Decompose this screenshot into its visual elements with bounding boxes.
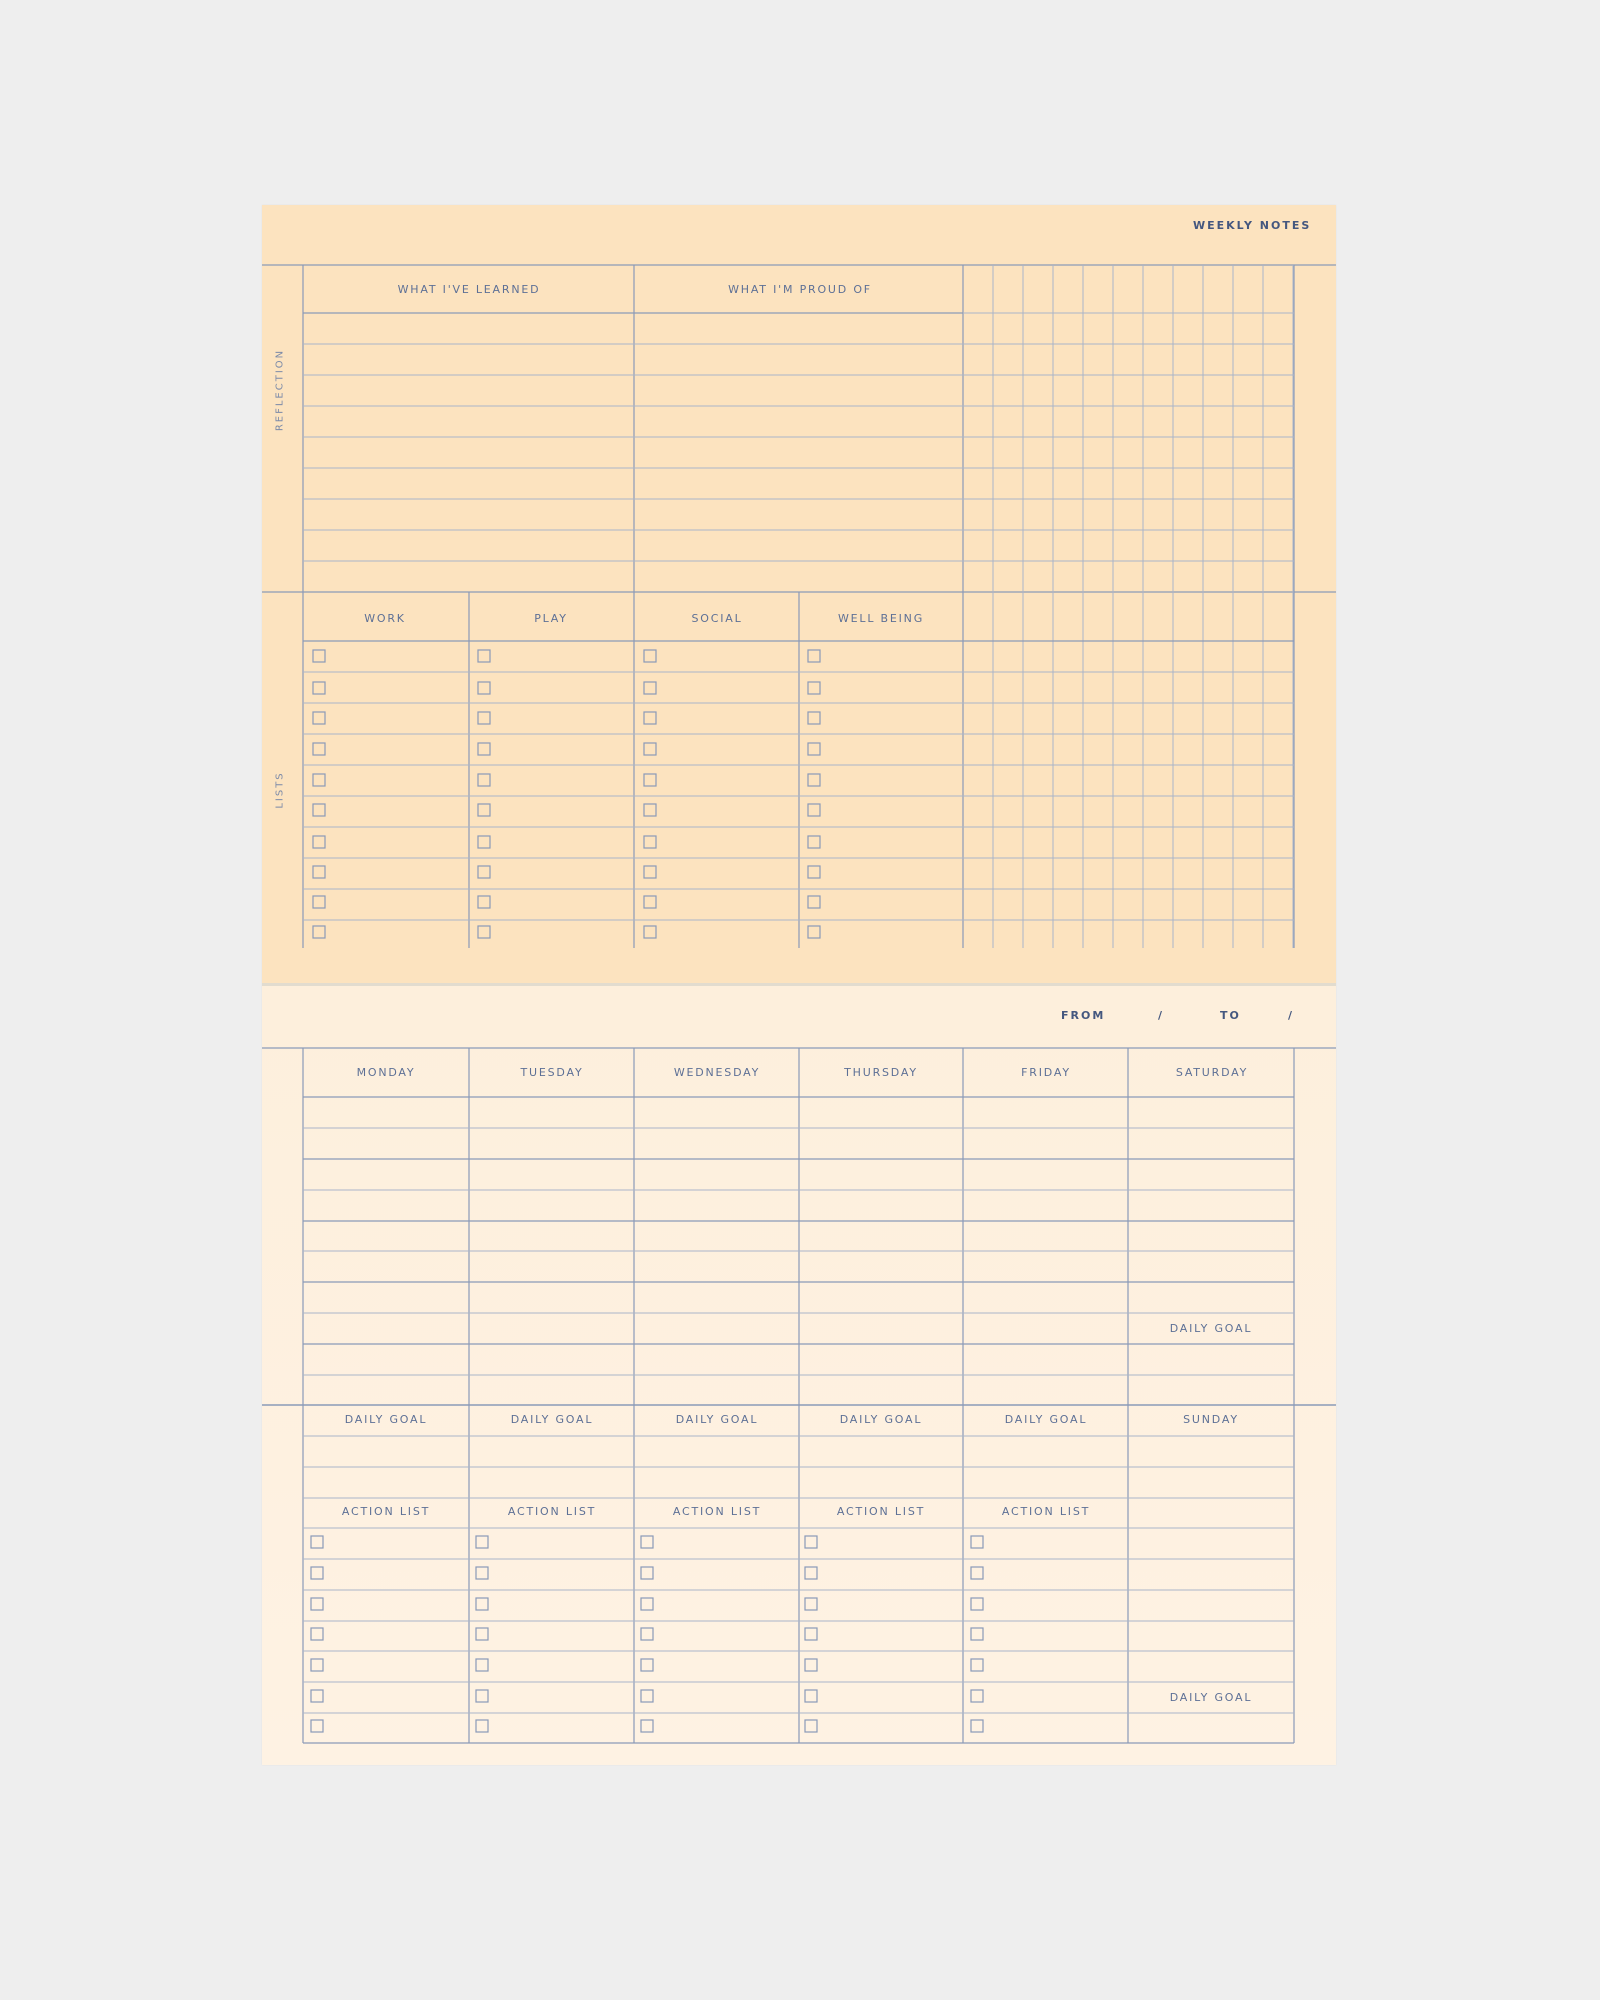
day-wednesday: WEDNESDAY: [673, 1066, 761, 1079]
proud-header: WHAT I'M PROUD OF: [728, 283, 872, 296]
reflection-side-label: REFLECTION: [274, 348, 286, 432]
lists-side-label: LISTS: [274, 771, 286, 809]
monday-daily-goal: DAILY GOAL: [344, 1413, 428, 1426]
play-header: PLAY: [534, 612, 568, 625]
friday-action-list: ACTION LIST: [1001, 1505, 1091, 1518]
tuesday-action-list: ACTION LIST: [507, 1505, 597, 1518]
weekly-notes-page: [262, 205, 1336, 983]
day-saturday: SATURDAY: [1175, 1066, 1249, 1079]
day-monday: MONDAY: [356, 1066, 416, 1079]
social-header: SOCIAL: [691, 612, 743, 625]
work-header: WORK: [364, 612, 406, 625]
from-date-slash[interactable]: /: [1158, 1009, 1165, 1022]
to-label: TO: [1220, 1009, 1241, 1022]
to-date-slash[interactable]: /: [1288, 1009, 1295, 1022]
from-label: FROM: [1061, 1009, 1106, 1022]
day-tuesday: TUESDAY: [520, 1066, 584, 1079]
day-thursday: THURSDAY: [844, 1066, 918, 1079]
thursday-action-list: ACTION LIST: [836, 1505, 926, 1518]
tuesday-daily-goal: DAILY GOAL: [510, 1413, 594, 1426]
saturday-daily-goal: DAILY GOAL: [1169, 1322, 1253, 1335]
monday-action-list: ACTION LIST: [341, 1505, 431, 1518]
well-being-header: WELL BEING: [837, 612, 925, 625]
sunday-daily-goal: DAILY GOAL: [1169, 1691, 1253, 1704]
friday-daily-goal: DAILY GOAL: [1004, 1413, 1088, 1426]
day-sunday: SUNDAY: [1183, 1413, 1239, 1426]
learned-header: WHAT I'VE LEARNED: [397, 283, 541, 296]
weekly-notes-title: WEEKLY NOTES: [1193, 219, 1312, 232]
week-schedule-page: [262, 983, 1336, 1765]
thursday-daily-goal: DAILY GOAL: [839, 1413, 923, 1426]
wednesday-action-list: ACTION LIST: [672, 1505, 762, 1518]
day-friday: FRIDAY: [1021, 1066, 1071, 1079]
page-fold: [262, 983, 1336, 986]
wednesday-daily-goal: DAILY GOAL: [675, 1413, 759, 1426]
